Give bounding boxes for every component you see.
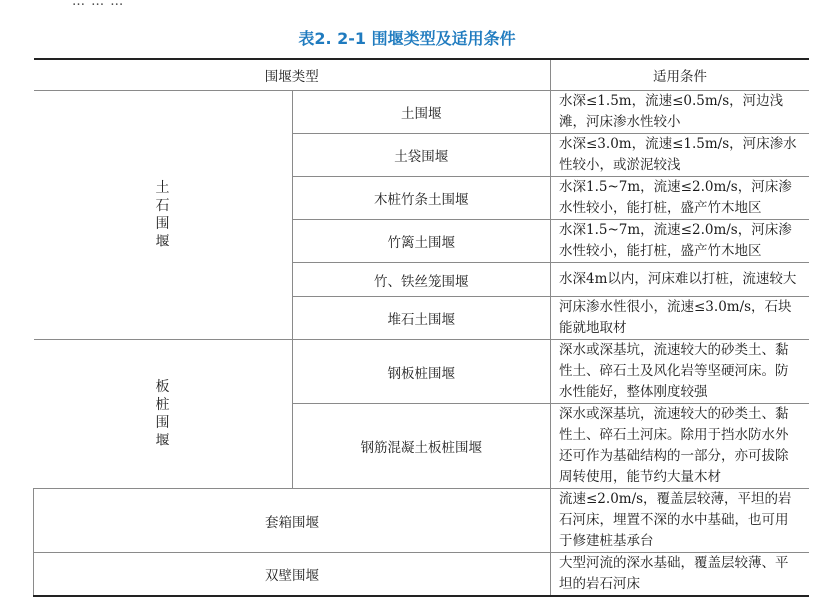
category-label: 土石围堰 [155,180,170,250]
type-cell: 堆石土围堰 [292,297,551,340]
header-condition: 适用条件 [551,59,810,91]
table-row [34,340,810,404]
type-cell: 钢板桩围堰 [292,340,551,404]
type-cell: 双壁围堰 [34,553,551,597]
category-cell [34,340,293,489]
table-title: 表2. 2-1 围堰类型及适用条件 [298,29,516,48]
header-row [34,59,810,91]
type-cell: 套箱围堰 [34,489,551,553]
category-cell [34,91,293,340]
condition-cell: 大型河流的深水基础，覆盖层较薄、平坦的岩石河床 [551,553,810,597]
table-row [34,553,810,597]
type-cell: 钢筋混凝土板桩围堰 [292,404,551,489]
table-row [34,91,810,134]
top-text-fragment: … … … [72,0,125,9]
type-cell: 木桩竹条土围堰 [292,177,551,220]
cofferdam-table [33,58,809,597]
condition-cell: 水深≤1.5m，流速≤0.5m/s，河边浅滩，河床渗水性较小 [551,91,810,134]
table-row [34,489,810,553]
type-cell: 土围堰 [292,91,551,134]
type-cell: 竹篱土围堰 [292,220,551,263]
type-cell: 土袋围堰 [292,134,551,177]
type-cell: 竹、铁丝笼围堰 [292,263,551,297]
condition-cell: 水深4m以内，河床难以打桩，流速较大 [551,263,810,297]
condition-cell: 流速≤2.0m/s，覆盖层较薄，平坦的岩石河床，埋置不深的水中基础，也可用于修建桩基承台 [551,489,810,553]
condition-cell: 水深1.5~7m，流速≤2.0m/s，河床渗水性较小，能打桩，盛产竹木地区 [551,220,810,263]
condition-cell: 河床渗水性很小，流速≤3.0m/s，石块能就地取材 [551,297,810,340]
condition-cell: 深水或深基坑，流速较大的砂类土、黏性土、碎石土河床。除用于挡水防水外还可作为基础结构的一部分，亦可拔除周转使用，能节约大量木材 [551,404,810,489]
condition-cell: 水深1.5~7m，流速≤2.0m/s，河床渗水性较小，能打桩，盛产竹木地区 [551,177,810,220]
condition-cell: 深水或深基坑，流速较大的砂类土、黏性土、碎石土及风化岩等坚硬河床。防水性能好，整体刚度较强 [551,340,810,404]
category-label: 板桩围堰 [155,379,170,449]
header-type: 围堰类型 [34,59,551,91]
condition-cell: 水深≤3.0m，流速≤1.5m/s，河床渗水性较小，或淤泥较浅 [551,134,810,177]
